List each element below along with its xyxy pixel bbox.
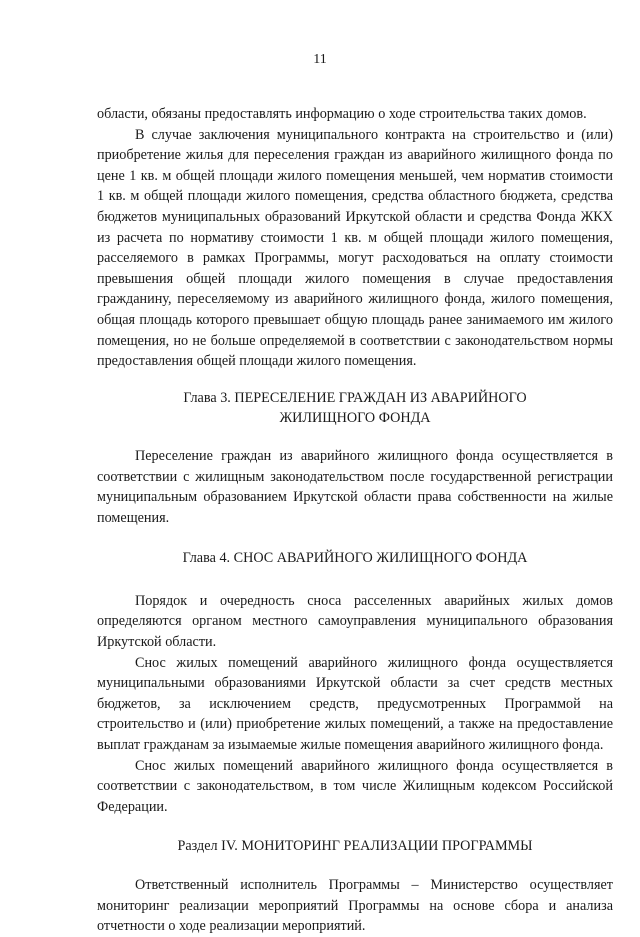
chapter-3-heading — [97, 388, 613, 429]
document-body — [97, 104, 613, 937]
paragraph-municipal-contract: В случае заключения муниципального контракта на строительство и (или) приобретение жилья для переселения граждан из аварийного жилищного фонда по цене 1 кв. м общей площади жилого помещения меньшей, чем норматив стоимости 1 кв. м общей площади жилого помещения, средства областного бюджета, средства бюджетов муниципальных образований Иркутской области и средства Фонда ЖКХ из расчета по нормативу стоимости 1 кв. м общей площади жилого помещения, расселяемого в рамках Программы, могут расходоваться на оплату стоимости превышения общей площади жилого помещения в случае предоставления гражданину, переселяемому из аварийного жилищного фонда, жилого помещения, общая площадь которого превышает общую площадь ранее занимаемого им жилого помещения, но не больше определяемой в соответствии с законодательством нормы предоставления общей площади жилого помещения. — [97, 126, 613, 370]
paragraph-continuation: области, обязаны предоставлять информацию о ходе строительства таких домов. — [97, 106, 587, 122]
chapter-3-paragraph: Переселение граждан из аварийного жилищного фонда осуществляется в соответствии с жилищным законодательством после государственной регистрации муниципальным образованием Иркутской области права собственности на жилые помещения. — [97, 447, 613, 526]
section-4-paragraph: Ответственный исполнитель Программы – Министерство осуществляет мониторинг реализации мероприятий Программы на основе сбора и анализа отчетности о ходе реализации мероприятий. — [97, 877, 613, 935]
page-number: 11 — [313, 52, 327, 67]
chapter-4-heading: Глава 4. СНОС АВАРИЙНОГО ЖИЛИЩНОГО ФОНДА — [182, 550, 528, 567]
chapter-4-paragraph-funding: Снос жилых помещений аварийного жилищного фонда осуществляется муниципальными образованиями Иркутской области за счет средств местных бюджетов, за исключением средств, предусмотренных Программой на строительство и (или) приобретение жилых помещений, а также на предоставление выплат гражданам за изымаемые жилые помещения аварийного жилищного фонда. — [97, 654, 613, 754]
chapter-4-paragraph-order: Порядок и очередность сноса расселенных аварийных жилых домов определяются органом местного самоуправления муниципального образования Иркутской области. — [97, 592, 613, 651]
chapter-3-title-line-2: ЖИЛИЩНОГО ФОНДА — [279, 410, 431, 427]
chapter-3-title-line-1: Глава 3. ПЕРЕСЕЛЕНИЕ ГРАЖДАН ИЗ АВАРИЙНОГО — [183, 389, 527, 406]
chapter-4-paragraph-law: Снос жилых помещений аварийного жилищного фонда осуществляется в соответствии с законодательством, в том числе Жилищным кодексом Российской Федерации. — [97, 757, 613, 815]
section-4-heading: Раздел IV. МОНИТОРИНГ РЕАЛИЗАЦИИ ПРОГРАММЫ — [177, 838, 533, 855]
